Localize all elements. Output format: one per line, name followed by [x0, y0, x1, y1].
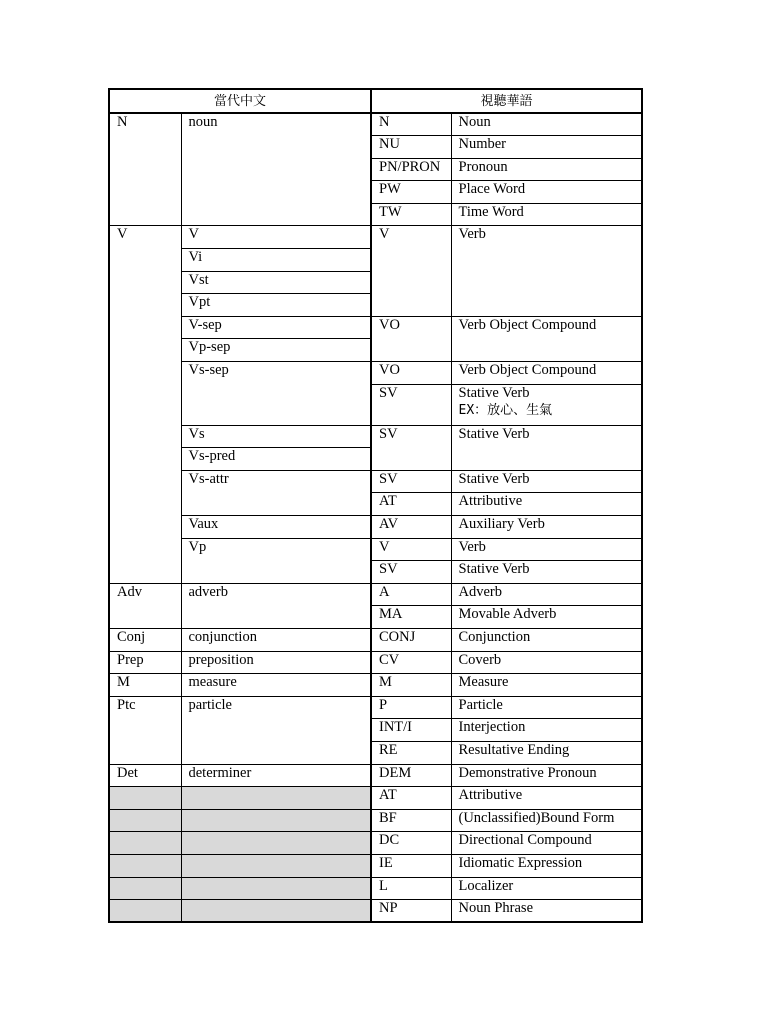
table-row [109, 538, 642, 561]
empty-shaded-cell [181, 809, 371, 832]
empty-shaded-cell [109, 877, 181, 900]
left-term-cell: Vs-sep [181, 362, 371, 426]
right-abbr-cell: VO [371, 316, 451, 361]
right-abbr-cell: L [371, 877, 451, 900]
table-row [109, 583, 642, 606]
right-abbr-cell: PW [371, 181, 451, 204]
right-term-cell: Attributive [451, 493, 642, 516]
empty-shaded-cell [109, 832, 181, 855]
table-row [109, 651, 642, 674]
left-abbr-cell: N [109, 113, 181, 226]
right-term-cell: Noun Phrase [451, 900, 642, 923]
left-term-cell: Vi [181, 249, 371, 272]
left-term-cell: Vaux [181, 516, 371, 539]
right-abbr-cell: VO [371, 362, 451, 385]
left-abbr-cell: M [109, 674, 181, 697]
right-abbr-cell: AV [371, 516, 451, 539]
table-row [109, 316, 642, 339]
right-term-cell: Stative Verb [451, 561, 642, 584]
table-row [109, 628, 642, 651]
right-term-cell: Noun [451, 113, 642, 136]
left-term-cell: conjunction [181, 628, 371, 651]
header-row [109, 89, 642, 113]
table-row [109, 696, 642, 719]
right-term-cell: Time Word [451, 203, 642, 226]
left-abbr-cell: Ptc [109, 696, 181, 764]
right-term-cell: Auxiliary Verb [451, 516, 642, 539]
right-abbr-cell: PN/PRON [371, 158, 451, 181]
right-term-cell: Verb [451, 226, 642, 316]
right-term-cell: Directional Compound [451, 832, 642, 855]
right-term-cell: Interjection [451, 719, 642, 742]
right-term-cell: Stative Verb [451, 470, 642, 493]
left-term-cell: Vs-pred [181, 448, 371, 471]
right-abbr-cell: AT [371, 493, 451, 516]
empty-shaded-cell [181, 787, 371, 810]
pos-comparison-table [108, 88, 643, 923]
table-row [109, 226, 642, 249]
table-row [109, 877, 642, 900]
left-term-cell: Vs-attr [181, 470, 371, 515]
right-term-cell: Adverb [451, 583, 642, 606]
right-term-cell: Resultative Ending [451, 741, 642, 764]
empty-shaded-cell [181, 877, 371, 900]
right-abbr-cell: CONJ [371, 628, 451, 651]
right-abbr-cell: SV [371, 425, 451, 470]
right-abbr-cell: SV [371, 561, 451, 584]
left-abbr-cell: Prep [109, 651, 181, 674]
right-term-cell: Movable Adverb [451, 606, 642, 629]
left-abbr-cell: Conj [109, 628, 181, 651]
example-note: EX：放心、生氣 [458, 402, 553, 418]
left-term-cell: Vpt [181, 294, 371, 317]
right-term-cell: Conjunction [451, 628, 642, 651]
left-term-cell: particle [181, 696, 371, 764]
right-term-cell [451, 384, 642, 425]
right-abbr-cell: DEM [371, 764, 451, 787]
left-term-cell: V [181, 226, 371, 249]
right-abbr-cell: INT/I [371, 719, 451, 742]
right-abbr-cell: M [371, 674, 451, 697]
header-shiting-huayu: 視聽華語 [371, 89, 642, 113]
left-term-cell: Vs [181, 425, 371, 448]
table-row [109, 362, 642, 385]
table-row [109, 516, 642, 539]
right-abbr-cell: SV [371, 470, 451, 493]
right-abbr-cell: A [371, 583, 451, 606]
right-abbr-cell: DC [371, 832, 451, 855]
empty-shaded-cell [109, 787, 181, 810]
left-term-cell: determiner [181, 764, 371, 787]
left-term-cell: Vp [181, 538, 371, 583]
right-term-cell: Place Word [451, 181, 642, 204]
right-term-cell: Verb Object Compound [451, 362, 642, 385]
right-term-cell: Demonstrative Pronoun [451, 764, 642, 787]
left-term-cell: Vst [181, 271, 371, 294]
right-abbr-cell: BF [371, 809, 451, 832]
right-term-cell: Attributive [451, 787, 642, 810]
right-abbr-cell: NP [371, 900, 451, 923]
empty-shaded-cell [181, 900, 371, 923]
table-row [109, 674, 642, 697]
left-abbr-cell: V [109, 226, 181, 583]
right-term-cell: Coverb [451, 651, 642, 674]
right-abbr-cell: NU [371, 136, 451, 159]
right-abbr-cell: MA [371, 606, 451, 629]
table-row [109, 787, 642, 810]
right-term-cell: Stative Verb [451, 425, 642, 470]
right-abbr-cell: CV [371, 651, 451, 674]
right-abbr-cell: RE [371, 741, 451, 764]
right-abbr-cell: IE [371, 854, 451, 877]
left-term-cell: preposition [181, 651, 371, 674]
stative-verb-label: Stative Verb [458, 384, 530, 401]
right-term-cell: Measure [451, 674, 642, 697]
empty-shaded-cell [109, 854, 181, 877]
left-abbr-cell: Det [109, 764, 181, 787]
table-row [109, 900, 642, 923]
empty-shaded-cell [181, 832, 371, 855]
left-term-cell: Vp-sep [181, 339, 371, 362]
right-term-cell: Particle [451, 696, 642, 719]
table-row [109, 832, 642, 855]
empty-shaded-cell [181, 854, 371, 877]
empty-shaded-cell [109, 900, 181, 923]
right-term-cell: Pronoun [451, 158, 642, 181]
right-abbr-cell: P [371, 696, 451, 719]
table-row [109, 809, 642, 832]
right-abbr-cell: AT [371, 787, 451, 810]
left-term-cell: V-sep [181, 316, 371, 339]
right-term-cell: Localizer [451, 877, 642, 900]
right-term-cell: Idiomatic Expression [451, 854, 642, 877]
table-row [109, 425, 642, 448]
right-abbr-cell: N [371, 113, 451, 136]
table-row [109, 854, 642, 877]
empty-shaded-cell [109, 809, 181, 832]
right-term-cell: Verb Object Compound [451, 316, 642, 361]
right-abbr-cell: SV [371, 384, 451, 425]
left-term-cell: adverb [181, 583, 371, 628]
left-term-cell: measure [181, 674, 371, 697]
right-abbr-cell: V [371, 226, 451, 316]
header-dangdai-zhongwen: 當代中文 [109, 89, 371, 113]
table-row [109, 113, 642, 136]
right-term-cell: Number [451, 136, 642, 159]
table-row [109, 764, 642, 787]
right-abbr-cell: V [371, 538, 451, 561]
right-term-cell: (Unclassified)Bound Form [451, 809, 642, 832]
left-term-cell: noun [181, 113, 371, 226]
right-term-cell: Verb [451, 538, 642, 561]
table-row [109, 470, 642, 493]
right-abbr-cell: TW [371, 203, 451, 226]
left-abbr-cell: Adv [109, 583, 181, 628]
